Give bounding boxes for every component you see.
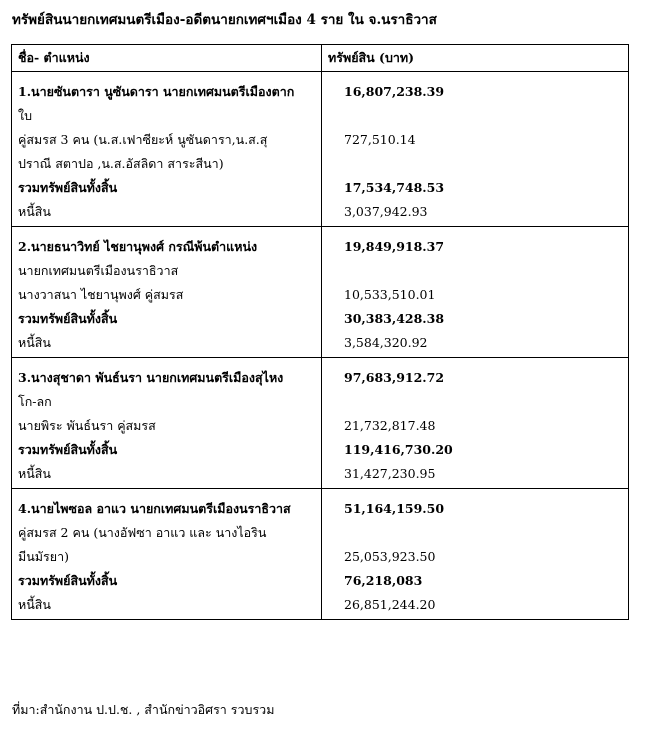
- asset-table: [11, 44, 629, 620]
- spouse-name-cont: มีนมัรยา): [12, 545, 322, 569]
- spouse-name: นายพิระ พันธ์นรา คู่สมรส: [12, 414, 322, 438]
- spouse-assets: 727,510.14: [322, 128, 629, 152]
- table-row: [12, 521, 629, 545]
- table-row: [12, 72, 629, 105]
- total-assets: 30,383,428.38: [322, 307, 629, 331]
- total-assets: 76,218,083: [322, 569, 629, 593]
- table-row: [12, 593, 629, 620]
- table-row: [12, 414, 629, 438]
- person-name: 2.นายธนาวิทย์ ไชยานุพงศ์ กรณีพ้นตำแหน่ง: [12, 227, 322, 260]
- table-row: [12, 390, 629, 414]
- debt-label: หนี้สิน: [12, 331, 322, 358]
- spouse-assets: 25,053,923.50: [322, 545, 629, 569]
- total-assets: 119,416,730.20: [322, 438, 629, 462]
- header-name: ชื่อ- ตำแหน่ง: [12, 45, 322, 72]
- table-row: [12, 259, 629, 283]
- person-name-cont: นายกเทศมนตรีเมืองนราธิวาส: [12, 259, 322, 283]
- person-name: 4.นายไพซอล อาแว นายกเทศมนตรีเมืองนราธิวาส: [12, 489, 322, 522]
- person-name-cont: โก-ลก: [12, 390, 322, 414]
- person-name-cont: ใบ: [12, 104, 322, 128]
- debt-label: หนี้สิน: [12, 200, 322, 227]
- table-row: [12, 358, 629, 391]
- debt-value: 3,584,320.92: [322, 331, 629, 358]
- debt-label: หนี้สิน: [12, 462, 322, 489]
- table-row: [12, 438, 629, 462]
- person-name: 3.นางสุชาดา พันธ์นรา นายกเทศมนตรีเมืองสุไหง: [12, 358, 322, 391]
- total-label: รวมทรัพย์สินทั้งสิ้น: [12, 307, 322, 331]
- debt-value: 31,427,230.95: [322, 462, 629, 489]
- table-row: [12, 569, 629, 593]
- total-label: รวมทรัพย์สินทั้งสิ้น: [12, 176, 322, 200]
- page-title: ทรัพย์สินนายกเทศมนตรีเมือง-อดีตนายกเทศฯเมือง 4 ราย ใน จ.นราธิวาส: [12, 12, 437, 28]
- spouse-name: คู่สมรส 2 คน (นางอัฟซา อาแว และ นางไอริน: [12, 521, 322, 545]
- table-row: [12, 128, 629, 152]
- table-row: [12, 152, 629, 176]
- debt-value: 26,851,244.20: [322, 593, 629, 620]
- table-row: [12, 200, 629, 227]
- person-name: 1.นายซันตารา นูซันดารา นายกเทศมนตรีเมืองตาก: [12, 72, 322, 105]
- debt-label: หนี้สิน: [12, 593, 322, 620]
- table-row: [12, 176, 629, 200]
- table-row: [12, 104, 629, 128]
- table-row: [12, 545, 629, 569]
- total-label: รวมทรัพย์สินทั้งสิ้น: [12, 569, 322, 593]
- header-assets: ทรัพย์สิน (บาท): [322, 45, 629, 72]
- spouse-assets: 21,732,817.48: [322, 414, 629, 438]
- table-row: [12, 307, 629, 331]
- spouse-name: นางวาสนา ไชยานุพงศ์ คู่สมรส: [12, 283, 322, 307]
- source-note: ที่มา:สำนักงาน ป.ป.ช. , สำนักข่าวอิศรา รวบรวม: [12, 702, 275, 717]
- spouse-assets: 10,533,510.01: [322, 283, 629, 307]
- table-row: [12, 489, 629, 522]
- total-assets: 17,534,748.53: [322, 176, 629, 200]
- table-row: [12, 462, 629, 489]
- table-header-row: [12, 45, 629, 72]
- table-row: [12, 227, 629, 260]
- table-row: [12, 331, 629, 358]
- person-assets: 16,807,238.39: [322, 72, 629, 105]
- spouse-name-cont: ปราณี สตาปอ ,น.ส.อัสลิดา สาระสีนา): [12, 152, 322, 176]
- table-row: [12, 283, 629, 307]
- spouse-name: คู่สมรส 3 คน (น.ส.เฟาซียะห์ นูซันดารา,น.ส.สุ: [12, 128, 322, 152]
- person-assets: 51,164,159.50: [322, 489, 629, 522]
- person-assets: 19,849,918.37: [322, 227, 629, 260]
- person-assets: 97,683,912.72: [322, 358, 629, 391]
- total-label: รวมทรัพย์สินทั้งสิ้น: [12, 438, 322, 462]
- debt-value: 3,037,942.93: [322, 200, 629, 227]
